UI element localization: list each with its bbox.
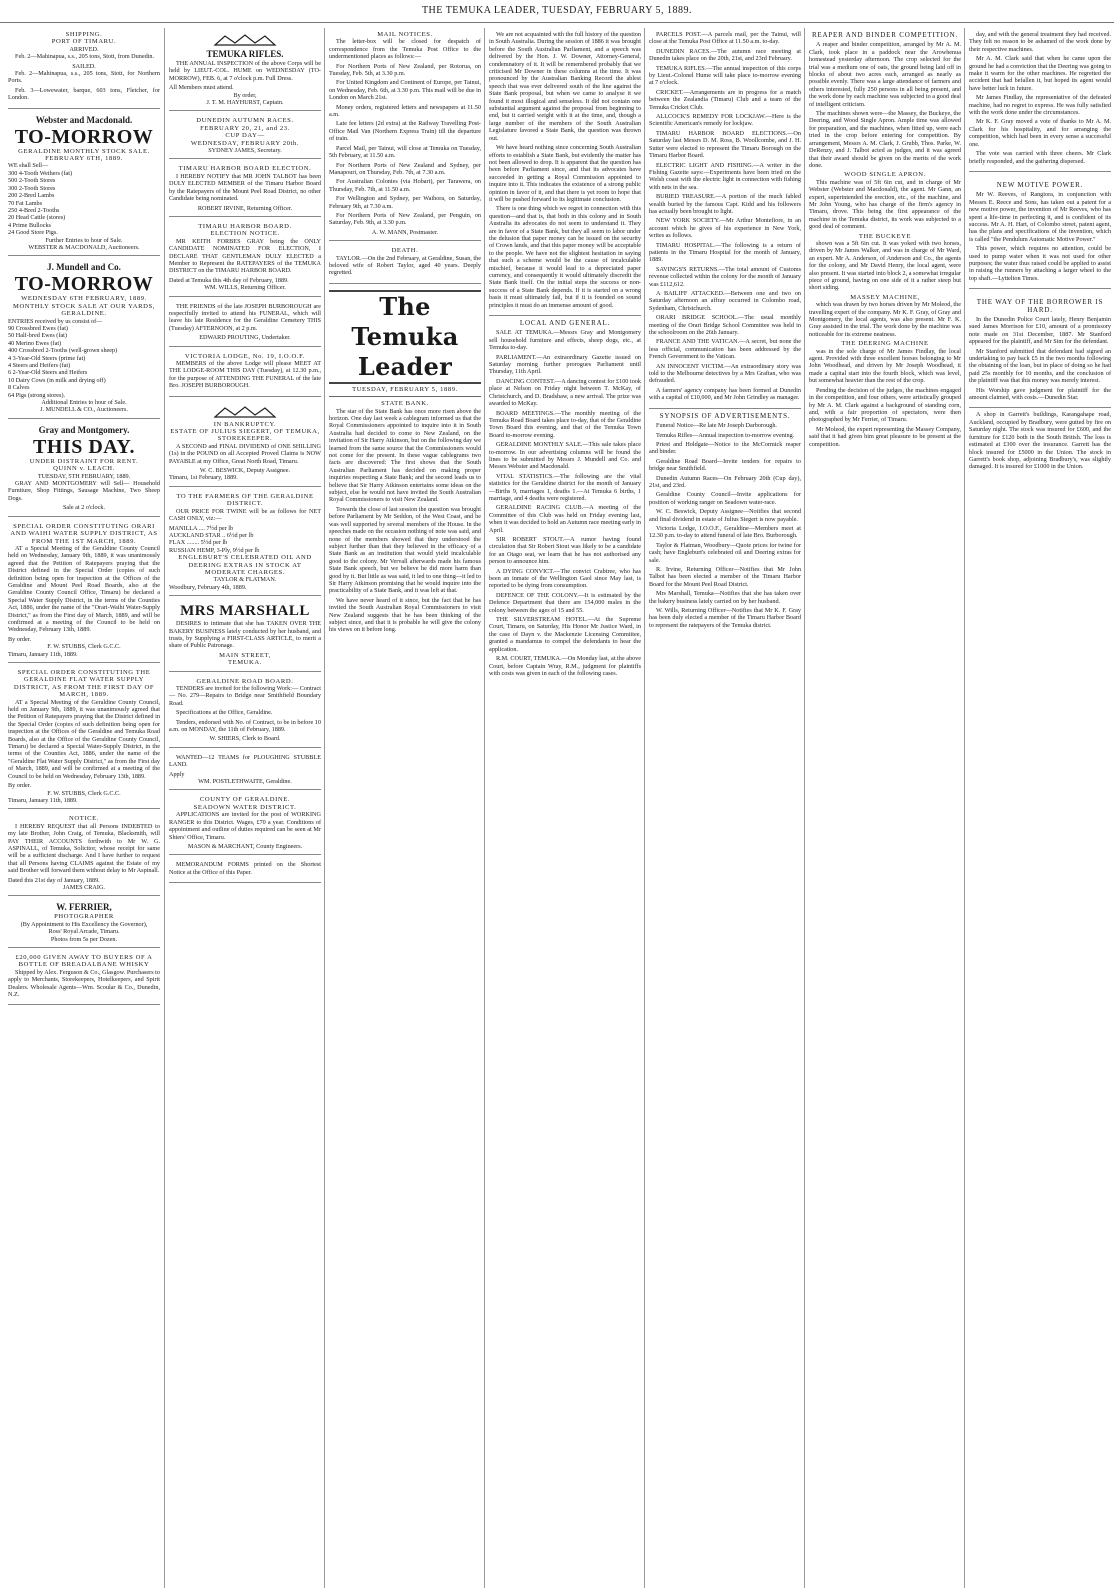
local-item: DEFENCE OF THE COLONY.—It is estimated by the Defence Department that there are 154,000 males in the colony between the ages of 15 and 55. <box>489 591 641 614</box>
rifles-extra: All Members must attend. <box>169 84 234 92</box>
massey-title: MASSEY MACHINE, <box>850 293 920 301</box>
harbour-sign: ROBERT IRVINE, Returning Officer. <box>197 204 293 212</box>
orari-date: Timaru, January 11th, 1889. <box>8 650 78 658</box>
twine-item: RUSSIAN HEMP, 3-Ply, 9½d per lb <box>169 546 260 554</box>
reaper-paragraph: The vote was carried with three cheers. Mr Clark briefly responded, and the gathering dispersed. <box>969 150 1111 165</box>
mundell-headline: TO-MORROW <box>14 273 154 296</box>
flat-date: Timaru, January 11th, 1889. <box>8 796 78 804</box>
races-cupdate: WEDNESDAY, FEBRUARY 20th. <box>190 139 300 147</box>
wood-machine-title: WOOD SINGLE APRON. <box>844 171 926 179</box>
gray-sub: UNDER DISTRAINT FOR RENT. <box>29 457 139 465</box>
teams-ad <box>169 751 321 791</box>
mundell-intro: ENTRIES received by us consist of— <box>8 317 103 325</box>
borrower-paragraph: In the Dunedin Police Court lately, Henry Benjamin sued James Morrison for £10, amount of a promissory note made on 31st December, 1887. Mr Stanford appeared for the plaintiff, and Mr Sim for the defendant. <box>969 316 1111 346</box>
mundell-foot: Additional Entries to hour of Sale. <box>41 399 127 407</box>
local-general-items <box>489 329 641 677</box>
lodge-ad <box>169 350 321 397</box>
shipping-sailing: Feb. 3—Lowewater, barque, 603 tons, Fletcher, for London. <box>8 86 160 102</box>
massey-text: which was drawn by two horses driven by Mr Moleod, the travelling expert of the company. Mr K. F. Gray, of Gray and Montgomery, the local agents, was also present. Mr F. K. Gray assisted in the trial. The work done by the machine was noticeable for its extreme neatness. <box>809 301 961 338</box>
local-item: TEMUKA RIFLES.—The annual inspection of this corps by Lieut.-Colonel Hume will take place to-morrow evening at 7 o'clock. <box>649 64 801 87</box>
synopsis-items <box>649 422 801 629</box>
editorial-paragraph: We are not acquainted with the full history of the question in South Australia. During the session of 1886 it was brought before the South Australian Parliament, and a speech was delivered by the Hon. J. W. Downer, Attorney-General, condemnatory of it. It will be remembered probably that we criticised Mr Downer in these columns at the time. It was pronounced by the Australian Banking Record the ablest speech that was ever delivered south of the line against the State Bank proposal, but when we came to analyse it we found it most illogical and senseless. It did not contain one substantial argument against the proposal from beginning to end, but it carried weight with it at the time, and, though a large number of the members of the South Australian Legislature favored a State Bank, the question was thrown out. <box>489 31 641 142</box>
gray-date: TUESDAY, 5TH FEBRUARY, 1889. <box>37 472 131 480</box>
fire-paragraph: A shop in Garrett's buildings, Karangahape road, Auckland, occupied by Bradbury, were gutted by fire on Saturday night. The stock was insured for £600, and the furniture for £120 both in the South British. The loss is estimated at £300 over the insurance. Garrett has the block insured for £5000 in the Union. The stock in Garrett's book shop, adjoining Bradbury's, was slightly damaged. It is insured for £1000 in the Union. <box>969 411 1111 471</box>
local-item: A BAILIFF ATTACKED.—Between one and two on Saturday afternoon an affray occurred in Colombo road, Sydenham, Christchurch. <box>649 290 801 312</box>
local-item: DUNEDIN RACES.—The autumn race meeting at Dunedin takes place on the 20th, 21st, and 23rd February. <box>649 47 801 63</box>
harbour2-title: TIMARU HARBOR BOARD. <box>198 222 292 230</box>
races-sign: SYDNEY JAMES, Secretary. <box>208 147 282 155</box>
buckeye-title: THE BUCKEYE <box>858 232 912 240</box>
webster-line: 4 Prime Bullocks <box>8 221 51 229</box>
seadown-title: COUNTY OF GERALDINE. <box>199 796 291 804</box>
webster-line: 500 2-Tooth Stores <box>8 177 56 185</box>
deering-paragraph: was in the sole charge of Mr James Findlay, the local agent. Provided with three excellent horses belonging to Mr John Woodhead, and driven by Mr Joseph Woodhead, it made a capital start into the fourth block, which was level, but somewhat heavier than the rest of the crop. <box>809 347 961 385</box>
local-item: VITAL STATISTICS.—The following are the vital statistics for the Geraldine district for the month of January—Births 9, marriages 1, deaths 1.—At Temuka 6 births, 1 marriage, and 4 deaths were registered. <box>489 472 641 502</box>
shipping-sailed-label: SAILED. <box>72 62 96 70</box>
mundell-line: 8 Calves <box>8 384 30 392</box>
mail-item: Parcel Mail, per Tainui, will close at Temuka on Tuesday, 5th February, at 11.50 a.m. <box>329 144 481 160</box>
synopsis-item: Temuka Rifles—Annual inspection to-morrow evening. <box>656 431 795 439</box>
orari-order-ad <box>8 520 160 663</box>
mail-item: For United Kingdom and Continent of Europe, per Tainui, on Wednesday, Feb. 6th, at 3.30 p.m. This mail will be due in London on March 21st. <box>329 79 481 102</box>
whisky-ad <box>8 951 160 1005</box>
road-body: TENDERS are invited for the following Work:— Contract— No. 279—Repairs to Bridge near Smithfield Boundary Road. <box>169 685 321 707</box>
bankruptcy-body: A SECOND and FINAL DIVIDEND of ONE SHILLING (1s) in the POUND on all Accepted Proved Claims is NOW PAYABLE at my Office, Great North Road, Timaru. <box>169 442 321 465</box>
lodge-body: MEMBERS of the above Lodge will please MEET AT THE LODGE-ROOM THIS DAY (Tuesday), at 12.30 p.m., for the purpose of ATTENDING THE FUNERAL of the late Bro. JOSEPH BURBOROUGH. <box>169 360 321 390</box>
bankruptcy-date: Timaru, 1st February, 1889. <box>169 474 238 482</box>
gray-name: QUINN v. LEACH. <box>53 465 115 473</box>
editorial-title: STATE BANK. <box>381 400 429 408</box>
fire-article <box>969 411 1111 470</box>
borrower-paragraph: His Worship gave judgment for plaintiff for the amount claimed, with costs.—Dunedin Star. <box>969 386 1111 402</box>
harbour-title: TIMARU HARBOR BOARD ELECTION. <box>178 165 312 173</box>
funeral-sign: EDWARD PROUTING, Undertaker. <box>199 334 291 342</box>
local-item: R.M. COURT, TEMUKA.—On Monday last, at the above Court, before Captain Wray, R.M., judgment for plaintiffs with costs was given in each of the following cases. <box>489 655 641 677</box>
seadown-sub: SEADOWN WATER DISTRICT. <box>193 803 297 811</box>
ferrier-appt: (By Appointment to His Excellency the Governor), <box>20 920 148 928</box>
local-item: BURIED TREASURE.—A portion of the much fabled wealth buried by the famous Capt. Kidd and his followers has actually been brought to light. <box>649 193 801 215</box>
funeral-ad <box>169 300 321 347</box>
local-item: PARLIAMENT.—An extraordinary Gazette issued on Saturday morning further prorogues Parliament until Thursday, 11th April. <box>489 353 641 376</box>
mail-title: MAIL NOTICES. <box>377 31 433 38</box>
rifles-order: By order, <box>233 91 257 99</box>
forms-body: MEMORANDUM FORMS printed on the Shortest Notice at the Office of this Paper. <box>169 861 321 876</box>
ferrier-name: W. FERRIER, <box>56 902 112 913</box>
road-body2: Tenders, endorsed with No. of Contract, to be in before 10 a.m. on MONDAY, the 11th of February, 1889. <box>169 718 321 734</box>
death-title: DEATH. <box>391 247 419 255</box>
craig-date: Dated this 21st day of January, 1889. <box>8 876 100 884</box>
webster-line: 250 4-Bred 2-Tooths <box>8 206 60 214</box>
synopsis-item: Geraldine Road Board—Invite tenders for repairs to bridge near Smithfield. <box>649 457 801 473</box>
craig-body: I HEREBY REQUEST that all Persons INDEBTED to my late Brother, John Craig, of Temuka, Blacksmith, will PAY THEIR ACCOUNTS forthwith to Mr W. G. ASPINALL, of Temuka, Solicitor, whose receipt for same will be a sufficient discharge. And I have further to request that all Persons having CLAIMS against the Estate of my said Brother will forward them without delay to Mr Aspinall. <box>8 822 160 875</box>
local-item: NEW YORK SOCIETY.—Mr Arthur Montefiore, in an account which he gives of his experience in New York, writes as follows. <box>649 217 801 240</box>
mundell-sign: J. MUNDELL & CO., Auctioneers. <box>40 406 128 414</box>
harbour-notice-ad <box>169 220 321 297</box>
column-1 <box>4 28 164 1588</box>
webster-line: 24 Good Store Pigs. <box>8 229 58 237</box>
bankruptcy-ad <box>169 400 321 487</box>
mail-item: For Northern Ports of New Zealand and Sydney, per Manapouri, on Thursday, Feb. 7th, at 7.30 a.m. <box>329 161 481 176</box>
mundell-line: 90 Crossbred Ewes (fat) <box>8 324 68 332</box>
death-body: TAYLOR.—On the 2nd February, at Geraldine, Susan, the beloved wife of Robert Taylor, aged 40 years. Deeply regretted. <box>329 254 481 277</box>
mail-item: For Wellington and Sydney, per Waihora, on Saturday, February 9th, at 7.30 a.m. <box>329 195 481 210</box>
synopsis-item: R. Irvine, Returning Officer—Notifies that Mr John Talbot has been elected a member of the Timaru Harbor Board for the Mount Peel Road District. <box>649 566 801 588</box>
mail-notices <box>329 28 481 241</box>
twine-item: MANILLA .... 7½d per lb <box>169 524 234 532</box>
harbour-body: I HEREBY NOTIFY that MR JOHN TALBOT has been DULY ELECTED MEMBER of the Timaru Harbor Board by the Ratepayers of the Mount Peel Road District, no other Candidate being nominated. <box>169 172 321 203</box>
editorial-paragraph: The star of the State Bank has once more risen above the horizon. One day last week a cablegram informed us that the Royal Commissioners appointed to inquire into it in South Australia had decided to come to New Zealand, on the invitation of Sir Harry Atkinson, but on the following day we learned from the same source that the Commissioners would not come for the present. In these vague cablegrams two facts are discovered: The first shows that the South Australian Parliament has decided on making proper inquiries respecting a State Bank; and the second leads us to believe that Sir Harry Atkinson entertains some ideas on the subject, else he would not have invited the South Australian Royal Commissioners to visit New Zealand. <box>329 407 481 504</box>
mundell-date: WEDNESDAY 6TH FEBRUARY, 1889. <box>21 295 147 303</box>
gray-time: Sale at 2 o'clock. <box>62 504 105 512</box>
gray-ad <box>8 422 160 517</box>
local-item: GERALDINE MONTHLY SALE.—This sale takes place to-morrow. In our advertising columns will be found the lines to be submitted by Messrs J. Mundell and Co. and Messrs Webster and Macdonald. <box>489 441 641 471</box>
twine-body: OUR PRICE FOR TWINE will be as follows for NET CASH ONLY, viz:— <box>169 507 321 523</box>
rifles-body: THE ANNUAL INSPECTION of the above Corps will be held by LIEUT.-COL. HUME on WEDNESDAY (TO-MORROW), FEB. 6, at 7 o'clock p.m. Full Dress. <box>169 60 321 82</box>
mundell-line: 4 3-Year-Old Steers (prime fat) <box>8 354 86 362</box>
harbour2-sign: WM. WILLS, Returning Officer. <box>204 284 286 292</box>
mundell-line: 10 Dairy Cows (in milk and drying off) <box>8 376 106 384</box>
newspaper-logo: The Temuka Leader <box>329 290 481 384</box>
motive-paragraph: This power, which requires no attention, could be used to pump water when it was not used for other purposes; the water thus raised could be applied to assist in raising the runners by attaching a larger wheel to the top shaft.—Lyttelton Times. <box>969 245 1111 282</box>
lodge-title: VICTORIA LODGE, No. 19, I.O.O.F. <box>184 352 306 360</box>
motive-title: NEW MOTIVE POWER. <box>996 180 1084 189</box>
local-item: GERALDINE RACING CLUB.—A meeting of the Committee of this Club was held on Friday evening last, when it was decided to hold an Autumn race meeting early in April. <box>489 504 641 534</box>
reaper-paragraph: day, and with the general treatment they had received. They felt no reason to be ashamed of the work done by their respective machines. <box>969 31 1111 53</box>
gray-firm: Gray and Montgomery. <box>38 424 130 435</box>
shipping-port: PORT OF TIMARU. <box>51 38 117 46</box>
funeral-body: THE FRIENDS of the late JOSEPH BURBOROUGH are respectfully invited to attend his FUNERAL, which will leave his late Residence for the Geraldine Cemetery THIS (Tuesday) AFTERNOON, at 2 p.m. <box>169 302 321 332</box>
seadown-ad <box>169 793 321 855</box>
local-item: SIR ROBERT STOUT.—A rumor having found circulation that Sir Robert Stout was likely to be a candidate for an Otago seat, we learn that he has not authorised any person to announce him. <box>489 536 641 566</box>
webster-line: 20 Head Cattle (stores) <box>8 214 66 222</box>
twine-sign: TAYLOR & FLATMAN. <box>213 576 277 584</box>
races-cup: CUP DAY— <box>225 132 265 140</box>
synopsis-title: SYNOPSIS OF ADVERTISEMENTS. <box>659 411 791 420</box>
flat-order: By order. <box>8 782 32 790</box>
synopsis-item: Mrs Marshall, Temuka—Notifies that she has taken over the bakery business lately carried on by her husband. <box>649 590 801 605</box>
local-item: TIMARU HOSPITAL.—The following is a return of patients in the Timaru Hospital for the month of January, 1889. <box>649 241 801 264</box>
local-item: ALLCOCK'S REMEDY FOR LOCKJAW.—Here is the Scientific American's remedy for lockjaw. <box>649 113 801 128</box>
whisky-body: Shipped by Alex. Ferguson & Co., Glasgow. Purchasers to apply to Merchants, Storekeepers, Hotelkeepers, and Spirit Dealers. Wholesale Agents—Wm. Scoular & Co., Dunedin, N.Z. <box>8 968 160 999</box>
deering-title: THE DEERING MACHINE <box>841 340 929 348</box>
reaper-paragraph: Mr K. F. Gray moved a vote of thanks to Mr A. M. Clark for his hospitality, and for arranging the competition, which had been in every sense a successful one. <box>969 118 1111 148</box>
local-item: SAVINGS'S RETURNS.—The total amount of Customs revenue collected within the colony for the month of January was £112,612. <box>649 265 801 288</box>
column-3 <box>324 28 485 1588</box>
editorial-paragraph: Towards the close of last session the question was brought before Parliament by Mr Seddon, of the West Coast, and he was well supported by several members of the House. In the speeches made on the occasion nothing of note was said, and none of the members showed that they understood the subject further than that they believed in the efficacy of a State Bank as an institution that would yield incalculable good to the colony. Mr Vervall afterwards made his famous State Bank speech, but we believe he did more harm than good by it. But little as was said, it led to one thing—it led to Sir Harry Atkinson promising that he would inquire into the practicability of a State Bank, and it was left at that. <box>329 505 481 595</box>
rifles-ad <box>169 28 321 111</box>
harbour2-date: Dated at Temuka this 4th day of February, 1889. <box>169 276 289 284</box>
editorial-paragraph: We have never heard of it since, but the fact that he has invited the South Australian Royal Commissioners to visit New Zealand suggests that he has been thinking of the subject since, and that it is probable he will give the colony his views on it before long. <box>329 596 481 634</box>
webster-line: 200 2-Bred Lambs <box>8 192 55 200</box>
webster-intro: WE shall Sell— <box>8 162 49 170</box>
marshall-town: TEMUKA. <box>227 659 263 667</box>
local-item: DANCING CONTEST.—A dancing contest for £100 took place at Nelson on Friday night between T. McKay, of Christchurch, and D. Bradshaw, a new arrival. The prize was awarded to McKay. <box>489 377 641 408</box>
reaper-paragraph: The machines shown were—the Massey, the Buckeye, the Deering, and Wood Single Apron. Ample time was allowed for preparation, and the machines, when fitted up, were each tried in the crop before entering for competition. By arrangement, Messrs A. M. Clark, J. Grubb, Thos. Parke, W. DeRenzy, and J. Talbot acted as judges, and it was agreed that their award should be given on the merits of the work done. <box>809 110 961 169</box>
death-notice <box>329 244 481 284</box>
flat-sign: F. W. STUBBS, Clerk G.C.C. <box>47 789 121 797</box>
deering-paragraph: Mr Moleod, the expert representing the Massey Company, said that it had given him great pleasure to be present at the competition. <box>809 425 961 448</box>
flat-order-ad <box>8 666 160 809</box>
twine-date: Woodbury, February 4th, 1889. <box>169 583 247 591</box>
twine-item: AUCKLAND STAR .. 6½d per lb <box>169 531 254 539</box>
seadown-sign: MASON & MARCHANT, County Engineers. <box>187 842 303 850</box>
webster-firm: Webster and Macdonald. <box>35 114 133 125</box>
webster-date: FEBRUARY 6TH, 1889. <box>45 155 123 163</box>
rifles-title: TEMUKA RIFLES. <box>206 49 284 59</box>
local-item: ORARI BRIDGE SCHOOL.—The usual monthly meeting of the Orari Bridge School Committee was held in the schoolroom on the 26th January. <box>649 314 801 337</box>
crown-crest-icon <box>205 405 285 419</box>
road-title: GERALDINE ROAD BOARD. <box>196 677 294 685</box>
seadown-body: APPLICATIONS are invited for the post of WORKING RANGER to this District. Wages, £70 a year. Conditions of appointment and outline of duties required can be seen at Mr Shiers' Office, Timaru. <box>169 811 321 841</box>
column-7 <box>964 28 1114 1588</box>
orari-body: AT a Special Meeting of the Geraldine County Council held on Wednesday, January 9th, 1889, it was unanimously agreed that the Petition of Ratepayers praying that the District defined in the Special Order (copies of such definition being open for inspection at the Offices of the Geraldine and Mount Peel Road Boards, also at the Geraldine County Council Office, Timaru) be declared a Special Water Supply District, in the terms of the Counties Act, 1886, under the name of the "Orari-Waihi Water-Supply District," as from the First day of March, 1889, and will be confirmed at a meeting of the Council to be held on Wednesday, February 13th, 1889. <box>8 544 160 634</box>
harbour-election-ad <box>169 162 321 216</box>
ferrier-price: Photos from 5s per Dozen. <box>50 935 118 943</box>
editorial-state-bank <box>329 400 481 634</box>
marshall-addr: MAIN STREET, <box>219 651 271 659</box>
teams-apply: Apply <box>169 770 185 778</box>
local-item: AN INNOCENT VICTIM.—An extraordinary story was told to the Melbourne detectives by a Mrs Graftan, who was defrauded. <box>649 362 801 385</box>
shipping-arrival: Feb. 2—Mahinapua, s.s., 205 tons, Stott, from Dunedin. <box>15 53 155 61</box>
local-item: BOARD MEETINGS.—The monthly meeting of the Temuka Road Board takes place to-day, that of the Geraldine Town Board this evening, and that of the Temuka Town Board to-morrow evening. <box>489 409 641 439</box>
column-4 <box>484 28 645 1588</box>
road-sign: W. SHIERS, Clerk to Board. <box>209 735 281 743</box>
bankruptcy-title: IN BANKRUPTCY. <box>213 420 277 428</box>
whisky-title: £20,000 GIVEN AWAY TO BUYERS OF A BOTTLE OF BREADALBANE WHISKY <box>15 954 153 969</box>
deering-paragraph: Pending the decision of the judges, the machines engaged in the competition, and four others, were artistically grouped by Mr A. M. Clark against a background of standing corn, and, with a fair proportion of spectators, were then photographed by Mr Ferrier, of Timaru. <box>809 386 961 424</box>
mail-sign: A. W. MANN, Postmaster. <box>371 228 439 236</box>
column-2 <box>164 28 325 1588</box>
teams-sign: WM. POSTLETHWAITE, Geraldine. <box>198 778 292 786</box>
mail-item: For Northern Ports of New Zealand, per Penguin, on Saturday, Feb. 9th, at 3.30 p.m. <box>329 211 481 227</box>
flat-body: AT a Special Meeting of the Geraldine County Council, held on January 9th, 1889, it was unanimously agreed that the Petition of Ratepayers praying that the District defined in the Special Order (copies of such definition being open for inspection at the Offices of the Geraldine and Temuka Road Boards, also at the Office of the Geraldine County Council, Timaru) be declared a Special Water-Supply District, in the terms of the Counties Act, 1886, under the name of the "Geraldine Flat Water Supply District," as from the First day of March, 1889, and will be confirmed at a meeting of the Council to be held on Wednesday, February 13th, 1889. <box>8 698 160 780</box>
mail-item: For Australian Colonies (via Hobart), per Tarawera, on Thursday, Feb. 7th, at 11.50 a.m. <box>329 178 481 193</box>
shipping-sailing: Feb. 2—Mahinapua, s.s., 205 tons, Stott, for Northern Ports. <box>8 70 160 85</box>
motive-power-article <box>969 175 1111 289</box>
marshall-title: MRS MARSHALL <box>180 603 310 620</box>
crown-crest-icon <box>205 33 285 47</box>
page-masthead: THE TEMUKA LEADER, TUESDAY, FEBRUARY 5, 1889. <box>0 0 1114 23</box>
gray-headline: THIS DAY. <box>33 435 135 458</box>
mundell-line: 40 Merino Ewes (fat) <box>8 339 62 347</box>
synopsis-item: Taylor & Flatman, Woodbury—Quote prices for twine for cash; have Engleburt's celebrated oil and Deering extras for sale. <box>649 541 801 564</box>
races-ad <box>169 114 321 159</box>
forms-ad <box>169 858 321 883</box>
harbour2-body: MR KEITH FORBES GRAY being the ONLY CANDIDATE NOMINATED FOR ELECTION, I DECLARE THAT GENTLEMAN DULY ELECTED a Member to Represent the RATEPAYERS of the TEMUKA DISTRICT on the TIMARU HARBOR BOARD. <box>169 237 321 275</box>
wood-machine-text: This machine was of 5ft 6in cut, and in charge of Mr Webster (Webster and Macdonald), the agent. Mr Gann, an expert, superintended the erection, etc., of the machine, and Mr John Young, who has charge of the firm's agency in Timaru, drove. This being the first appearance of the machine in the Temuka district, its work was subjected to a good deal of comment. <box>809 178 961 231</box>
races-title: DUNEDIN AUTUMN RACES. <box>196 117 294 125</box>
mundell-line: 4 Steers and Heifers (fat) <box>8 362 71 369</box>
road-board-ad <box>169 675 321 748</box>
ferrier-addr: Ross' Royal Arcade, Timaru. <box>48 928 120 936</box>
flat-title: SPECIAL ORDER CONSTITUTING THE GERALDINE FLAT WATER SUPPLY DISTRICT, AS FROM THE FIRST DAY OF MARCH, 1889. <box>13 669 155 699</box>
synopsis-item: Funeral Notice—Re late Mr Joseph Darborough. <box>656 422 777 430</box>
editorial-continued <box>489 28 641 316</box>
mail-item: Money orders, registered letters and newspapers at 11.50 a.m. <box>329 103 481 119</box>
marshall-body: DESIRES to intimate that she has TAKEN OVER THE BAKERY BUSINESS lately conducted by her husband, and trusts, by Supplying a FIRST-CLASS ARTICLE, to merit a share of Public Patronage. <box>169 620 321 650</box>
webster-ad <box>8 112 160 257</box>
harbour2-sub: ELECTION NOTICE. <box>210 230 280 238</box>
webster-line: 70 Fat Lambs <box>8 199 43 207</box>
borrower-title: THE WAY OF THE BORROWER IS HARD. <box>976 298 1104 314</box>
orari-order: By order. <box>8 635 32 643</box>
issue-date: TUESDAY, FEBRUARY 5, 1889. <box>329 386 481 397</box>
local-item: CRICKET.—Arrangements are in progress for a match between the Zealandia (Timaru) Club and a team of the Temuka Cricket Club. <box>649 88 801 111</box>
reaper-paragraph: A reaper and binder competition, arranged by Mr A. M. Clark, took place in a paddock near the Arowhenua homestead yesterday afternoon. The crop selected for the trial was a medium one of oats, the ground being laid off in blocks of about two acres each, arranged as nearly as possible evenly. There was a large attendance of farmers and others interested, fully 250 persons in all being present, and the work done by each machine was subjected to a good deal of intelligent criticism. <box>809 41 961 108</box>
rifles-sign: J. T. M. HAYHURST, Captain. <box>206 99 284 107</box>
mail-body: The letter-box will be closed for despatch of correspondence from the Temuka Post Office to the undermentioned places as follows:— <box>329 38 481 61</box>
borrower-article <box>969 292 1111 408</box>
local-item: THE SILVERSTREAM HOTEL.—At the Supreme Court, Timaru, on Saturday, His Honor Mr Justice Ward, in the case of Dayn v. the Mackenzie Licensing Committee, granted a mandamus to compel the defendants to hear the application. <box>489 616 641 653</box>
borrower-paragraph: Mr Stanford submitted that defendant had signed an undertaking to pay back £5 in the two months following the obtaining of the loan, but in place of doing so he had paid 25s monthly for 10 months, and the conclusion of the plaintiff was that this money was merely interest. <box>969 347 1111 385</box>
mundell-sub: MONTHLY STOCK SALE AT OUR YARDS, GERALDINE. <box>12 302 155 318</box>
gray-body: GRAY AND MONTGOMERY will Sell— Household Furniture, Shop Fittings, Sausage Machine, Two Sheep Dogs. <box>8 480 160 502</box>
shipping-title: SHIPPING. <box>65 31 103 38</box>
shipping-arrived-label: ARRIVED. <box>69 45 99 53</box>
reaper-title: REAPER AND BINDER COMPETITION. <box>811 31 959 39</box>
twine-ad <box>169 490 321 596</box>
column-6 <box>804 28 965 1588</box>
craig-sign: JAMES CRAIG. <box>63 883 105 891</box>
road-spec: Specifications at the Office, Geraldine. <box>176 709 273 717</box>
reaper-paragraph: Mr A. M. Clark said that when he came upon the ground he had a conviction that the Deering was going to make it warm for the other machines. He regretted the accident that had befallen it, but hoped its agent would have better luck in future. <box>969 55 1111 92</box>
mundell-line: 64 Pigs (strong stores). <box>8 391 66 399</box>
local-item: PARCELS POST.—A parcels mail, per the Tainui, will close at the Temuka Post Office at 11.50 a.m. to-day. <box>649 31 801 46</box>
synopsis-item: Priest and Holdgate—Notice to the McCormick reaper and binder. <box>649 440 801 456</box>
twine-title: TO THE FARMERS OF THE GERALDINE DISTRICT. <box>176 492 314 508</box>
editorial-paragraph: We have heard nothing since concerning South Australian efforts to establish a State Bank, but evidently the matter has not been allowed to drop. It is apparent that the question has been before Parliament since, and that its advocates have succeeded in getting a Royal Commission appointed to inquire into it. This indicates the existence of a strong public opinion in favor of it, and that there is yet room to hope that it will be pushed forward to its legitimate conclusion. <box>489 144 641 203</box>
synopsis-item: Geraldine County Council—Invite applications for position of working ranger on Seadown water-race. <box>649 491 801 506</box>
mail-item: Late fee letters (2d extra) at the Railway Travelling Post-Office Mail Van (Northern Express Train) till the departure of train. <box>329 120 481 143</box>
buckeye-text: shown was a 5ft 6in cut. It was yoked with two horses, driven by Mr James Walker, and was in charge of Mr Ward, an expert. Mr A. Anderson, of Anderson and Co., the agents for the colony, and Mr David Henry, the local agent, were also present. It was started into block 2, a somewhat irregular piece of ground, having on one side of it a rather steep but short siding. <box>809 239 961 292</box>
local-general-continued <box>649 28 801 409</box>
motive-paragraph: Mr W. Reeves, of Rangiora, in conjunction with Messrs E. Reece and Sons, has taken out a patent for a new motive power, the invention of Mr Reeves, who has spent a life-time in perfecting it, and is confident of its success. Mr A. H. Hart, of Colombo street, patent agent, has the plans and specifications of the invention, which is called "the Pendulum Automatic Motive Power." <box>969 191 1111 243</box>
mundell-line: 400 Crossbred 2-Tooths (well-grown sheep) <box>8 347 118 355</box>
local-item: ELECTRIC LIGHT AND FISHING.—A writer in the Fishing Gazette says:—Experiments have been tried on the Welsh coast with the electric light in connection with fishing with nets in the sea. <box>649 161 801 191</box>
mundell-line: 50 Half-bred Ewes (fat) <box>8 332 67 340</box>
mundell-ad <box>8 259 160 419</box>
synopsis-item: Dunedin Autumn Races—On February 20th (Cup day), 21st, and 23rd. <box>649 474 801 489</box>
reaper-continued <box>969 28 1111 172</box>
local-item: FRANCE AND THE VATICAN.—A secret, but none the less official, communication has been addressed by the French Government to the Vatican. <box>649 338 801 361</box>
reaper-paragraph: Mr James Findlay, the representative of the defeated machine, had no regret to express. He was fully satisfied with the work done under the circumstances. <box>969 94 1111 117</box>
teams-body: WANTED—12 TEAMS for PLOUGHING STUBBLE LAND. <box>169 753 321 769</box>
ferrier-trade: PHOTOGRAPHER <box>54 913 114 921</box>
local-item: A farmers' agency company has been formed at Dunedin with a capital of £10,000, and Mr John Grindley as manager. <box>649 386 801 402</box>
webster-sign: WEBSTER & MACDONALD, Auctioneers. <box>28 243 140 251</box>
twine-extra: ENGLEBURT'S CELEBRATED OIL AND DEERING EXTRAS IN STOCK AT MODERATE CHARGES. <box>178 554 312 576</box>
synopsis-item: W. C. Beswick, Deputy Assignee—Notifies that second and final dividend in estate of Julius Siegert is now payable. <box>649 508 801 523</box>
craig-title: NOTICE. <box>68 815 100 823</box>
local-general-title: LOCAL AND GENERAL. <box>519 319 611 328</box>
local-item: SALE AT TEMUKA.—Messrs Gray and Montgomery sell household furniture and effects, sheep dogs, etc., at Temuka to-day. <box>489 329 641 352</box>
editorial-paragraph: There is one thing which we regret in connection with this question—and that is, that both in this colony and in South Australia its advocates do not seem to understand it. They are in favor of a State Bank, but they all seem to labor under the delusion that paper money can be issued on the security of Crown lands, and that this paper money will be acceptable to the people. We have not the slightest hesitation in saying that such a scheme would be the cause of incalculable mischief, because it would lead to a depreciated paper currency, and consequently it would ultimately discredit the State Bank itself. On the initial steps the success or non-success of a State Bank depends. If it is started on a wrong basis it must ultimately fail, but if it is founded on sound principles it must do an immense amount of good. <box>489 205 641 309</box>
local-item: A DYING CONVICT.—The convict Crabtree, who has been an inmate of the Wellington Gaol since May last, is reported to be dying from consumption. <box>489 567 641 590</box>
mundell-line: 6 2-Year-Old Steers and Heifers <box>8 369 88 377</box>
orari-sign: F. W. STUBBS, Clerk G.C.C. <box>47 643 121 651</box>
marshall-ad <box>169 599 321 671</box>
twine-item: FLAX ........ 5½d per lb <box>169 539 228 547</box>
column-5 <box>644 28 805 1588</box>
webster-line: 300 2-Tooth Stores <box>8 184 56 192</box>
local-item: TIMARU HARBOR BOARD ELECTIONS.—On Saturday last Messrs D. M. Ross, B. Woollcombe, and J. H. Sutter were elected to represent the Timaru Borough on the Timaru Harbor Board. <box>649 129 801 160</box>
webster-foot: Further Entries to hour of Sale. <box>45 236 123 244</box>
synopsis-item: Victoria Lodge, I.O.O.F., Geraldine—Members meet at 12.30 p.m. to-day to attend funeral of late Bro. Burborough. <box>649 524 801 540</box>
ferrier-ad <box>8 899 160 948</box>
orari-title: SPECIAL ORDER CONSTITUTING ORARI AND WAIHI WATER SUPPLY DISTRICT, AS FROM THE 1ST MARCH, 1889. <box>10 522 158 545</box>
craig-notice-ad <box>8 812 160 896</box>
mundell-firm: J. Mundell and Co. <box>47 262 121 273</box>
synopsis-item: W. Wills, Returning Officer—Notifies that Mr K. F. Gray has been duly elected a member of the Timaru Harbor Board to represent the ratepayers of the Temuka district. <box>649 607 801 629</box>
mail-item: For Northern Ports of New Zealand, per Rotorua, on Tuesday, Feb. 5th, at 3.30 p.m. <box>329 62 481 78</box>
bankruptcy-sub: ESTATE OF JULIUS SIEGERT, OF TEMUKA, STOREKEEPER. <box>170 428 320 443</box>
races-dates: FEBRUARY 20, 21, and 23. <box>200 124 290 132</box>
webster-line: 300 4-Tooth Wethers (fat) <box>8 169 73 177</box>
shipping-ad <box>8 28 160 109</box>
webster-sub: GERALDINE MONTHLY STOCK SALE. <box>18 147 150 155</box>
bankruptcy-sign: W. C. BESWICK, Deputy Assignee. <box>199 467 291 475</box>
webster-headline: TO-MORROW <box>14 125 154 148</box>
